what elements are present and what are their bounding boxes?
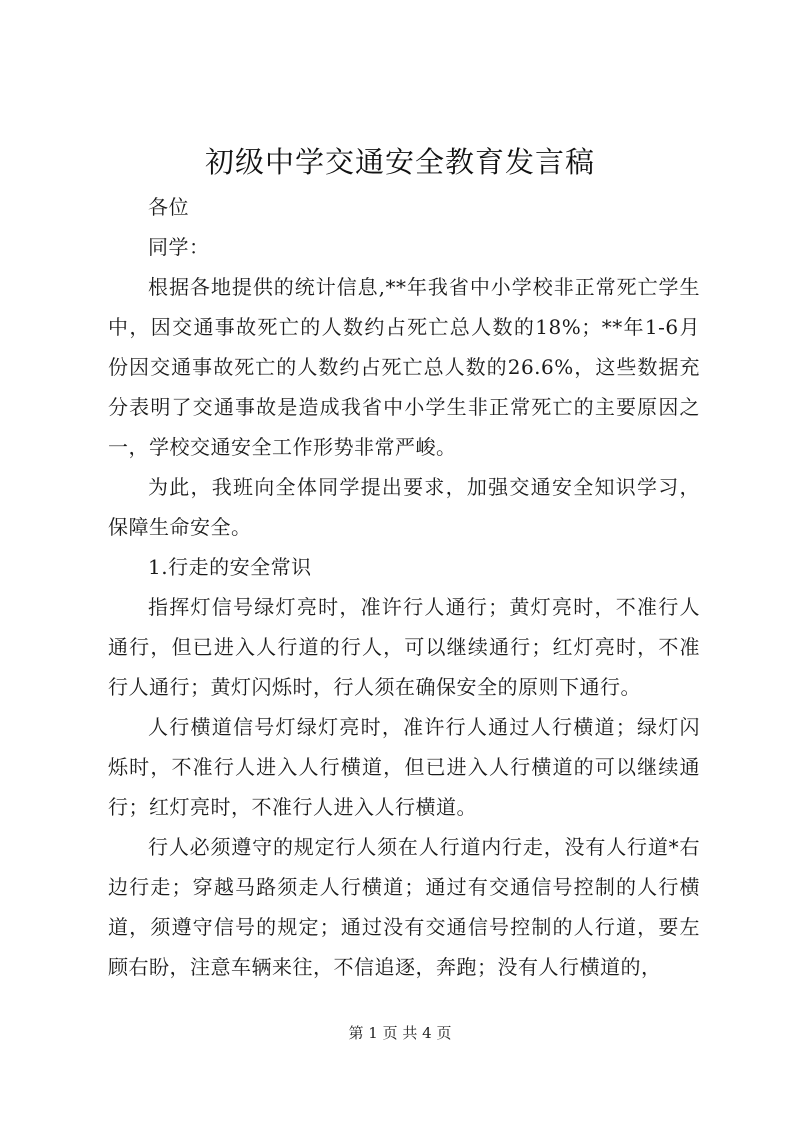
page-number-footer: 第 1 页 共 4 页: [348, 1024, 452, 1042]
paragraph-statistics: 根据各地提供的统计信息,**年我省中小学校非正常死亡学生中，因交通事故死亡的人数约占死亡总人数的18%；**年1-6月份因交通事故死亡的人数约占死亡总人数的26.6%，这些数据充分表明了交通事故是造成我省中小学生非正常死亡的主要原因之一，学校交通安全工作形势非常严峻。: [108, 275, 700, 459]
paragraph-pedestrian-rules: 行人必须遵守的规定行人须在人行道内行走，没有人行道*右边行走；穿越马路须走人行横道；通过有交通信号控制的人行横道，须遵守信号的规定；通过没有交通信号控制的人行道，要左顾右盼，注意车辆来往，不信追逐，奔跑；没有人行横道的，: [108, 835, 700, 979]
document-body: [108, 187, 700, 987]
salutation-line-1: 各位: [148, 195, 189, 219]
section-heading-walking-safety: 1.行走的安全常识: [148, 555, 312, 579]
paragraph-crosswalk-signal-rules: 人行横道信号灯绿灯亮时，准许行人通过人行横道；绿灯闪烁时，不准行人进入人行横道，但已进入人行横道的可以继续通行；红灯亮时，不准行人进入人行横道。: [108, 715, 700, 819]
document-title: 初级中学交通安全教育发言稿: [204, 145, 595, 179]
paragraph-traffic-light-rules: 指挥灯信号绿灯亮时，准许行人通行；黄灯亮时，不准行人通行，但已进入人行道的行人，可以继续通行；红灯亮时，不准行人通行；黄灯闪烁时，行人须在确保安全的原则下通行。: [108, 595, 700, 699]
salutation-line-2: 同学：: [148, 235, 210, 259]
paragraph-requirement: 为此，我班向全体同学提出要求，加强交通安全知识学习，保障生命安全。: [108, 475, 700, 539]
